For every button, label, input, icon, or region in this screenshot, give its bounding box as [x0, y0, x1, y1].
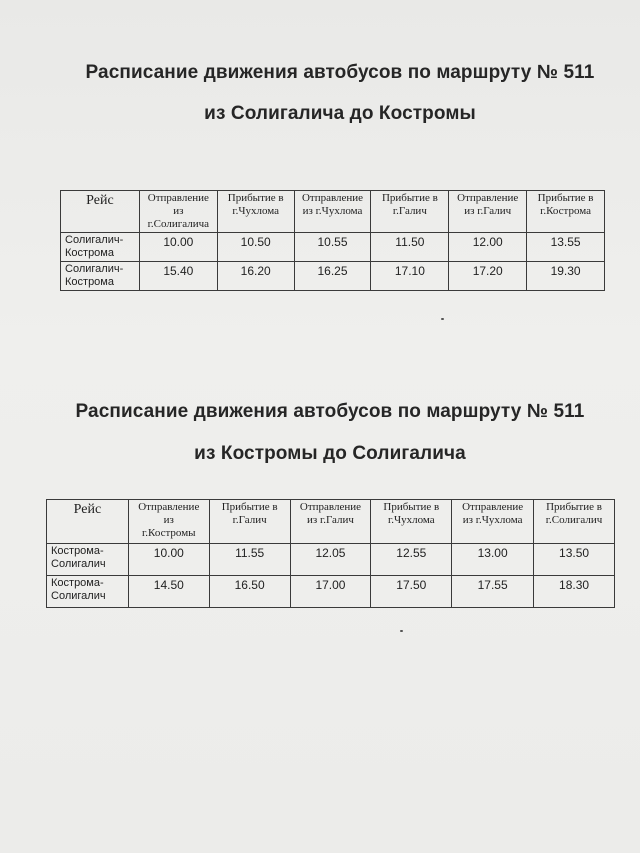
header-route: Рейс: [47, 500, 129, 544]
time-cell: 12.55: [371, 544, 452, 576]
time-cell: 17.00: [290, 576, 371, 608]
header-arrival-soligalich: [534, 500, 615, 544]
header-text: г.Костромы: [142, 527, 196, 539]
header-text: Отправление: [299, 501, 362, 513]
time-cell: 13.00: [452, 544, 534, 576]
header-text: Отправление: [147, 192, 209, 204]
header-departure-chukhloma: [294, 191, 371, 233]
header-text: Прибытие в: [221, 501, 278, 513]
table-row: [47, 576, 615, 608]
header-text: Прибытие в: [227, 192, 284, 204]
table-row: [47, 544, 615, 576]
route-cell: [61, 262, 140, 291]
header-text: из г.Чухлома: [302, 205, 363, 217]
route-text: Солигалич-: [65, 263, 124, 275]
time-cell: 17.20: [449, 262, 527, 291]
schedule-2-title: Расписание движения автобусов по маршруту № 511: [75, 401, 585, 422]
time-cell: 10.55: [294, 233, 371, 262]
route-text: Кострома: [65, 247, 114, 259]
time-cell: 13.50: [534, 544, 615, 576]
table-row: [61, 233, 605, 262]
route-text: Солигалич: [51, 590, 106, 602]
header-departure-chukhloma: [452, 500, 534, 544]
header-text: г.Галич: [232, 514, 267, 526]
schedule-1-table: [60, 190, 605, 291]
route-text: Кострома-: [51, 577, 104, 589]
header-arrival-chukhloma: [217, 191, 294, 233]
time-cell: 19.30: [527, 262, 605, 291]
time-cell: 17.55: [452, 576, 534, 608]
schedule-1-subtitle: из Солигалича до Костромы: [204, 103, 476, 124]
route-cell: [47, 544, 129, 576]
route-text: Кострома-: [51, 545, 104, 557]
header-text: Отправление: [138, 501, 200, 513]
time-cell: 12.00: [449, 233, 527, 262]
time-cell: 10.00: [139, 233, 217, 262]
table-header-row: [47, 500, 615, 544]
time-cell: 11.50: [371, 233, 449, 262]
route-cell: [61, 233, 140, 262]
time-cell: 16.25: [294, 262, 371, 291]
header-text: г.Галич: [392, 205, 427, 217]
header-route: Рейс: [61, 191, 140, 233]
route-cell: [47, 576, 129, 608]
time-cell: 16.50: [209, 576, 290, 608]
table-header-row: [61, 191, 605, 233]
time-cell: 11.55: [209, 544, 290, 576]
header-text: Прибытие в: [546, 501, 602, 513]
time-cell: 15.40: [139, 262, 217, 291]
header-arrival-chukhloma: [371, 500, 452, 544]
header-text: из г.Чухлома: [462, 514, 523, 526]
header-arrival-galich: [371, 191, 449, 233]
header-departure-kostroma: [128, 500, 209, 544]
time-cell: 10.00: [128, 544, 209, 576]
header-text: из: [163, 514, 174, 526]
header-text: г.Чухлома: [232, 205, 280, 217]
time-cell: 14.50: [128, 576, 209, 608]
header-text: Отправление: [457, 192, 519, 204]
table-row: [61, 262, 605, 291]
time-cell: 18.30: [534, 576, 615, 608]
schedule-2-table: [46, 499, 615, 608]
header-departure-soligalich: [139, 191, 217, 233]
header-text: г.Кострома: [540, 205, 592, 217]
header-text: Прибытие в: [381, 192, 438, 204]
route-text: Солигалич: [51, 558, 106, 570]
header-text: из: [173, 205, 184, 217]
header-text: Прибытие в: [537, 192, 594, 204]
time-cell: 12.05: [290, 544, 371, 576]
paper-speck: [441, 318, 444, 320]
header-text: Отправление: [462, 501, 524, 513]
header-text: из г.Галич: [464, 205, 512, 217]
header-text: г.Солигалича: [147, 218, 210, 230]
time-cell: 13.55: [527, 233, 605, 262]
time-cell: 16.20: [217, 262, 294, 291]
header-arrival-kostroma: [527, 191, 605, 233]
route-text: Солигалич-: [65, 234, 124, 246]
header-text: г.Чухлома: [387, 514, 435, 526]
time-cell: 17.50: [371, 576, 452, 608]
header-arrival-galich: [209, 500, 290, 544]
schedule-2-subtitle: из Костромы до Солигалича: [194, 443, 466, 464]
header-text: из г.Галич: [306, 514, 354, 526]
header-departure-galich: [449, 191, 527, 233]
paper-speck: [400, 630, 403, 632]
schedule-1-title: Расписание движения автобусов по маршруту № 511: [85, 62, 595, 83]
header-departure-galich: [290, 500, 371, 544]
time-cell: 17.10: [371, 262, 449, 291]
header-text: Отправление: [301, 192, 364, 204]
header-text: г.Солигалич: [545, 514, 603, 526]
time-cell: 10.50: [217, 233, 294, 262]
route-text: Кострома: [65, 276, 114, 288]
header-text: Прибытие в: [383, 501, 440, 513]
